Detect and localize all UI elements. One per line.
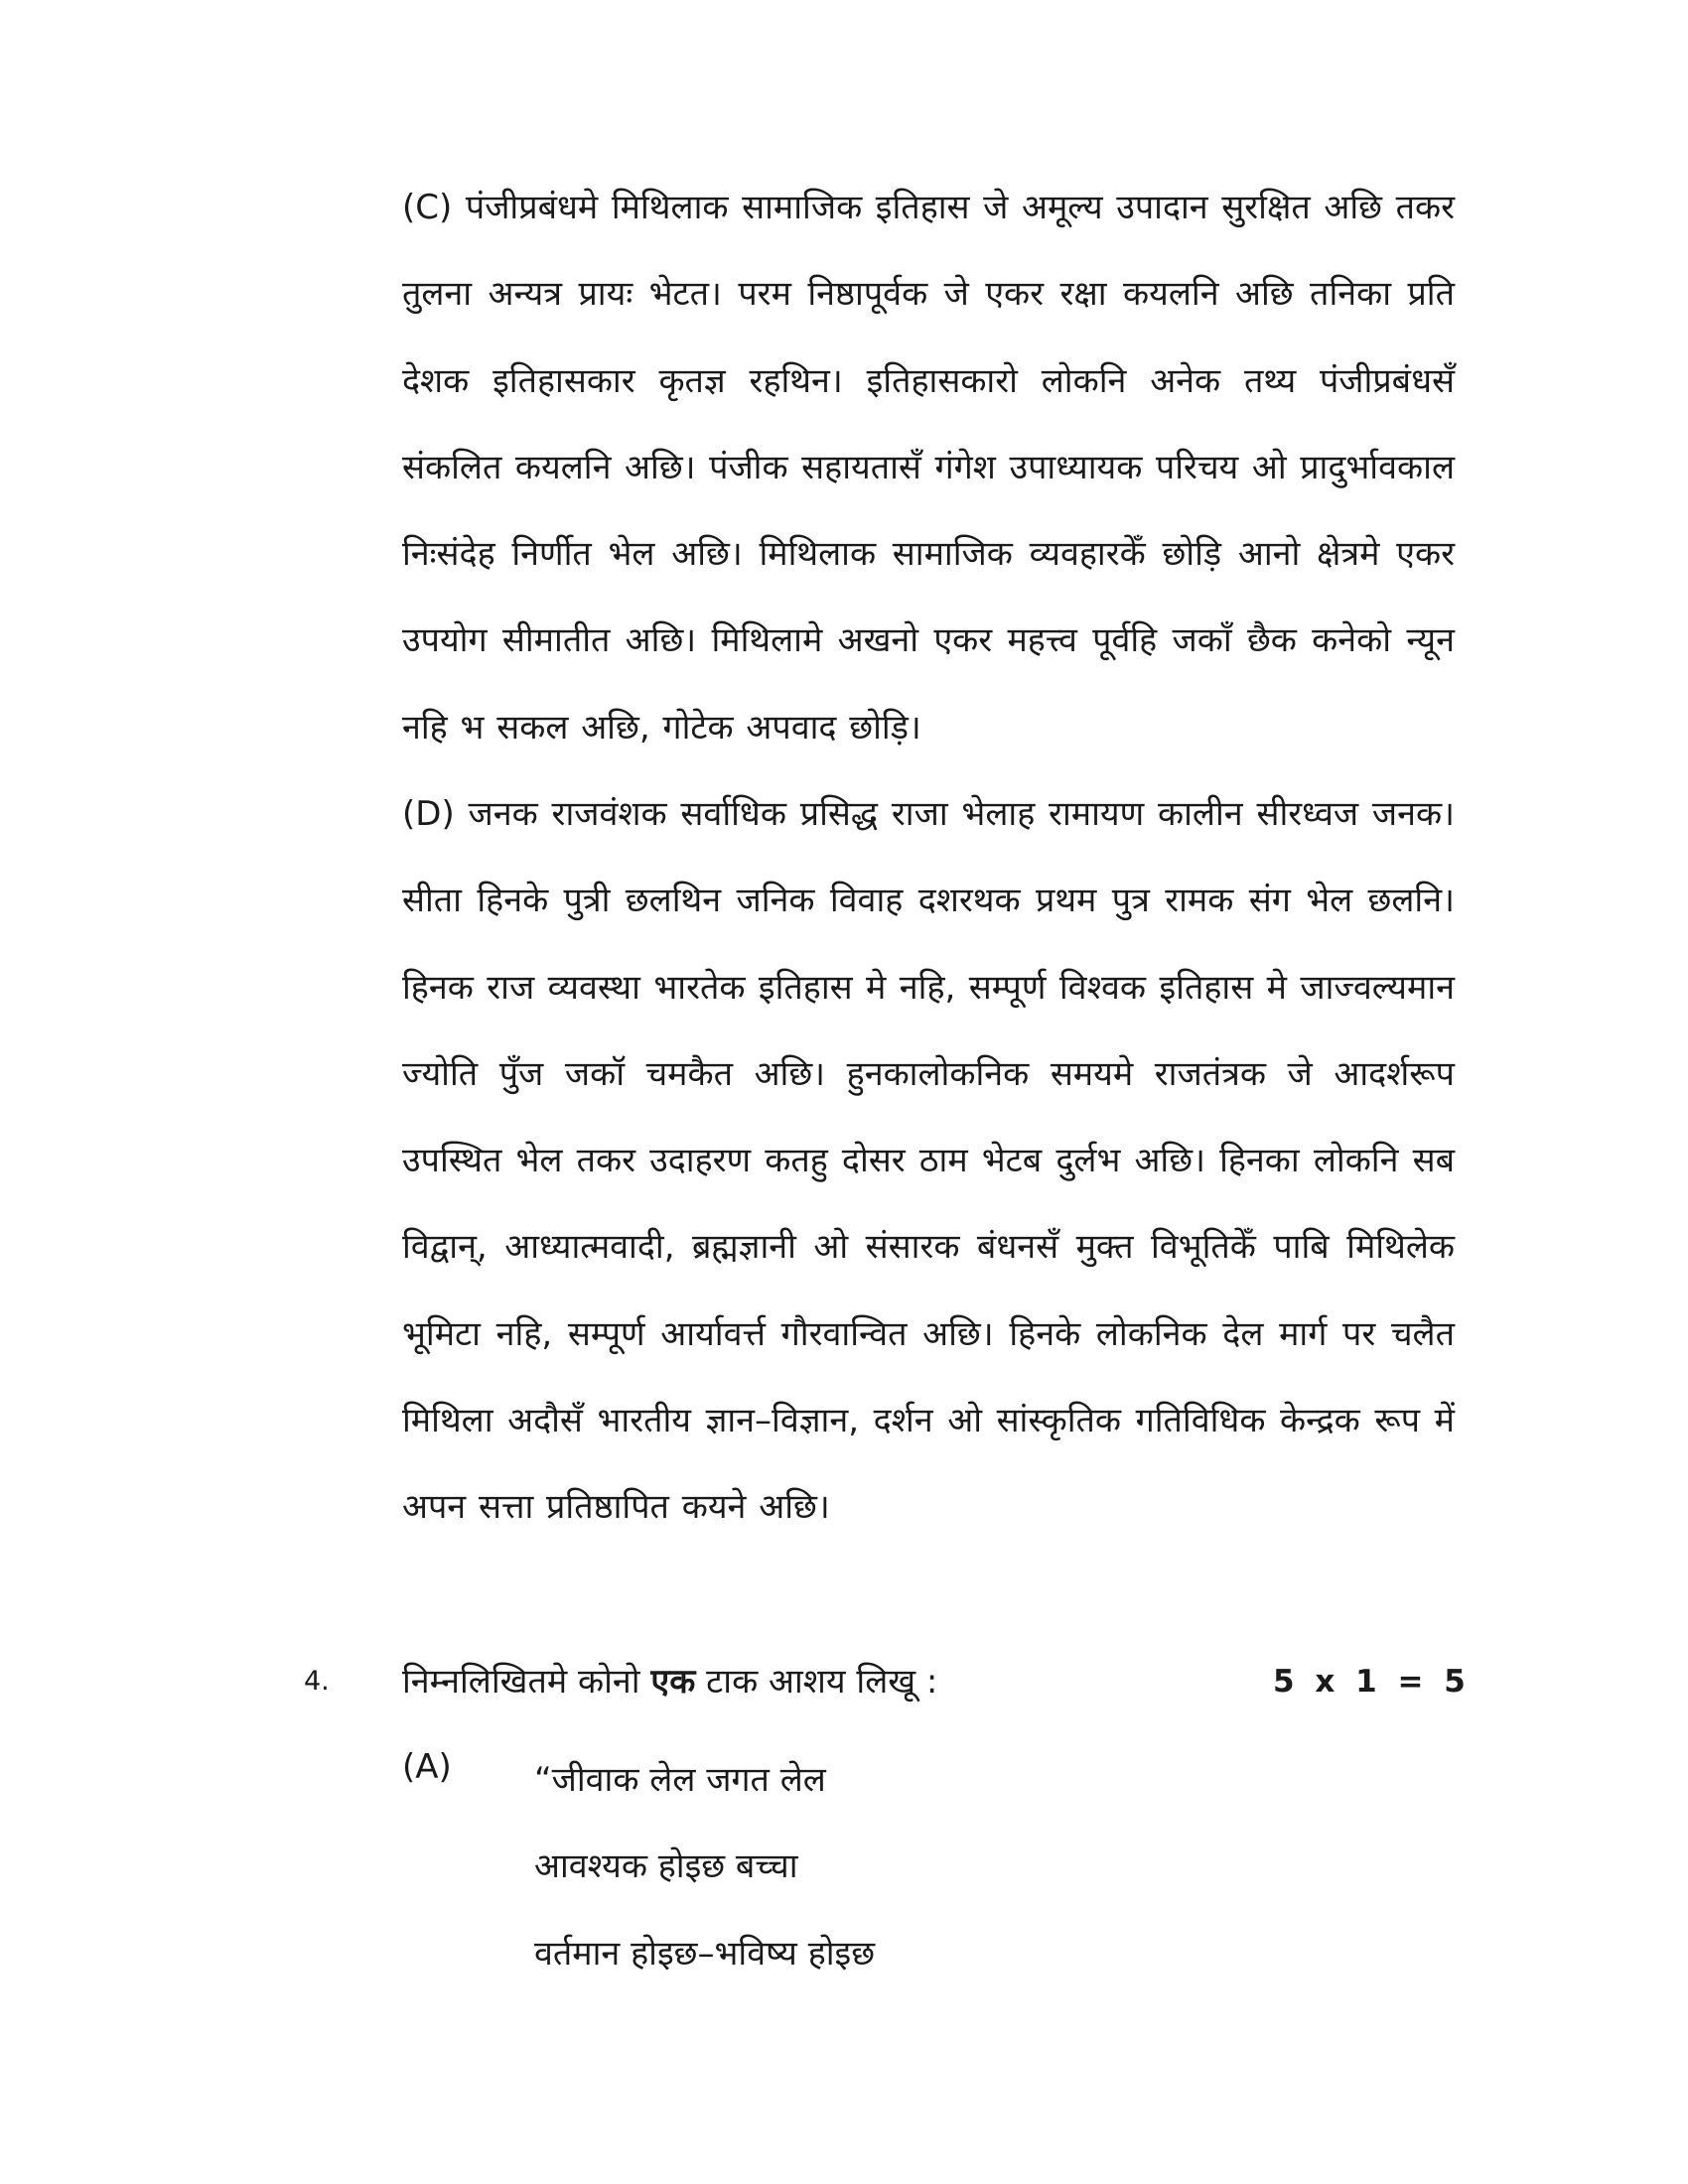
question-text [402, 1652, 937, 1711]
poem-line: आवश्यक होइछ बच्चा [534, 1846, 798, 1887]
question-text-after: टाक आशय लिखू : [695, 1662, 938, 1702]
option-a-label: (A) [402, 1747, 452, 1787]
question-text-before: निम्नलिखितमे कोनो [402, 1662, 651, 1702]
question-number: 4. [304, 1666, 330, 1697]
question-marks: 5 x 1 = 5 [1273, 1664, 1468, 1700]
option-a-poem [534, 1737, 875, 1997]
question-text-emphasis: एक [650, 1662, 696, 1702]
passage-c: (C) पंजीप्रबंधमे मिथिलाक सामाजिक इतिहास जे अमूल्य उपादान सुरक्षित अछि तकर तुलना अन्यत्र प्रायः भेटत। परम निष्ठापूर्वक जे एकर रक्षा कयलनि अछि तनिका प्रति देशक इतिहासकार कृतज्ञ रहथिन। इतिहासकारो लोकनि अनेक तथ्य पंजीप्रबंधसँ संकलित कयलनि अछि। पंजीक सहायतासँ गंगेश उपाध्यायक परिचय ओ प्रादुर्भावकाल निःसंदेह निर्णीत भेल अछि। मिथिलाक सामाजिक व्यवहारकेँ छोड़ि आनो क्षेत्रमे एकर उपयोग सीमातीत अछि। मिथिलामे अखनो एकर महत्त्व पूर्वहि जकाँ छैक कनेको न्यून नहि भ सकल अछि, गोटेक अपवाद छोड़ि। [402, 188, 1455, 748]
poem-line: वर्तमान होइछ–भविष्य होइछ [534, 1933, 876, 1974]
poem-line: “जीवाक लेल जगत लेल [534, 1760, 826, 1800]
passage-d: (D) जनक राजवंशक सर्वाधिक प्रसिद्ध राजा भेलाह रामायण कालीन सीरध्वज जनक। सीता हिनके पुत्री छलथिन जनिक विवाह दशरथक प्रथम पुत्र रामक संग भेल छलनि। हिनक राज व्यवस्था भारतेक इतिहास मे नहि, सम्पूर्ण विश्वक इतिहास मे जाज्वल्यमान ज्योति पुँज जकॉ चमकैत अछि। हुनकालोकनिक समयमे राजतंत्रक जे आदर्शरूप उपस्थित भेल तकर उदाहरण कतहु दोसर ठाम भेटब दुर्लभ अछि। हिनका लोकनि सब विद्वान्, आध्यात्मवादी, ब्रह्मज्ञानी ओ संसारक बंधनसँ मुक्त विभूतिकेँ पाबि मिथिलेक भूमिटा नहि, सम्पूर्ण आर्यावर्त्त गौरवान्वित अछि। हिनके लोकनिक देल मार्ग पर चलैत मिथिला अदौसँ भारतीय ज्ञान–विज्ञान, दर्शन ओ सांस्कृतिक गतिविधिक केन्द्रक रूप में अपन सत्ता प्रतिष्ठापित कयने अछि। [402, 794, 1455, 1528]
